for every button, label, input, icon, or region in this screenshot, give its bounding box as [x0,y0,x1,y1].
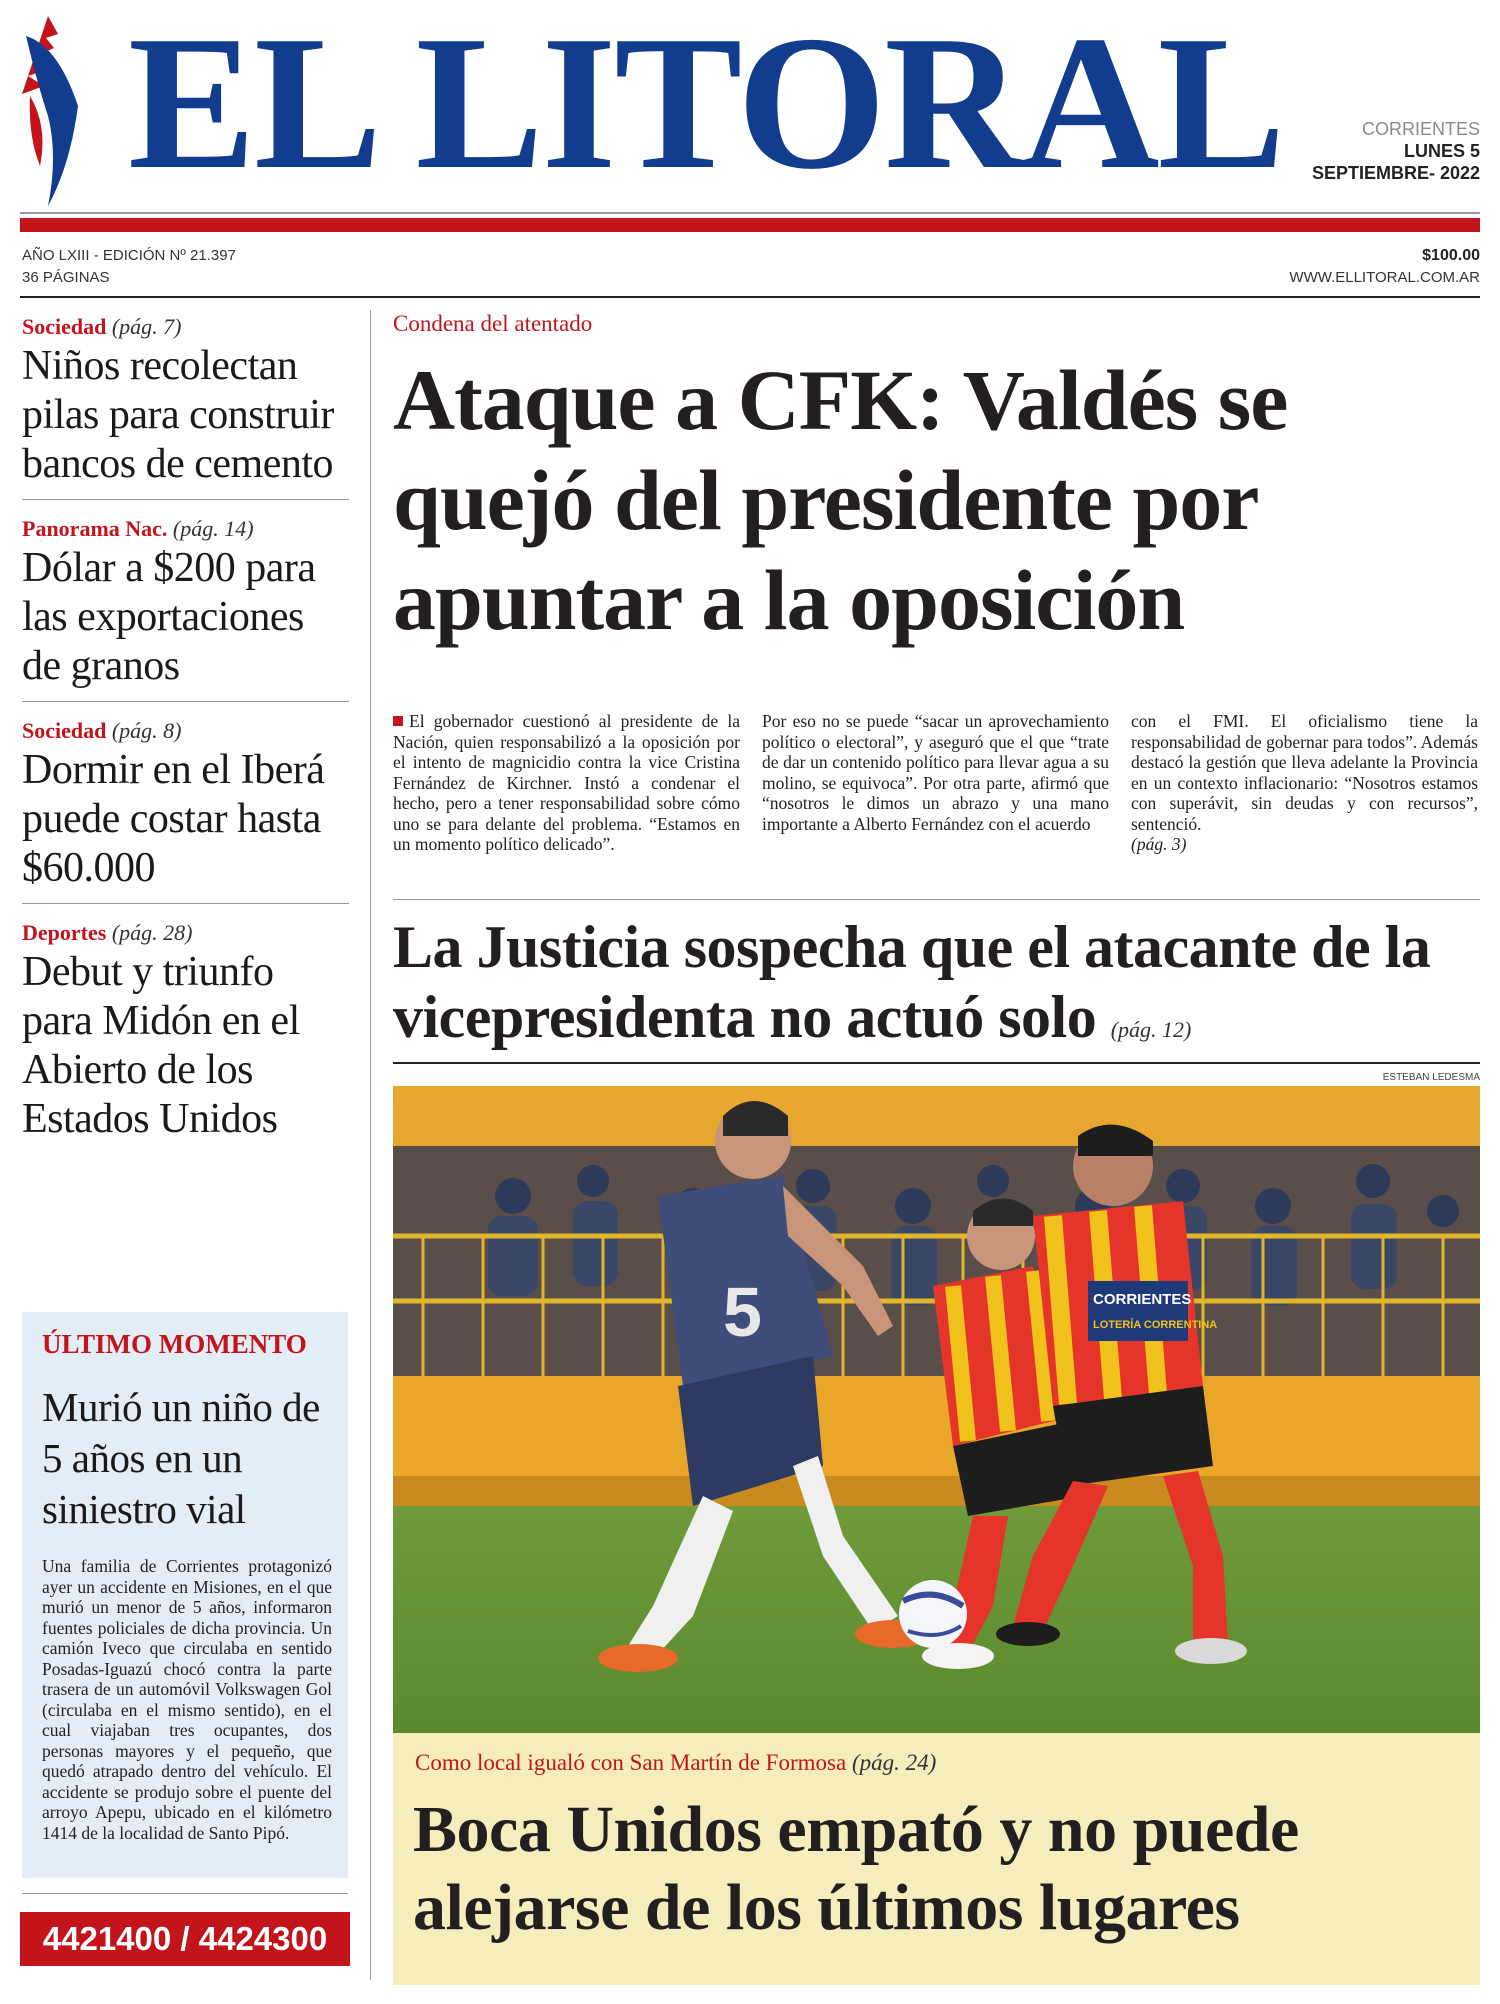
column-divider [370,310,371,1980]
brief-kicker [22,514,349,544]
lead-body-text-3: con el FMI. El oficialismo tiene la responsabilidad de gobernar para todos”. Además destacó la gestión que lleva adelante la Provincia en un contexto inflacionario: “Nosotros estamos con superávit, sin deudas y con recursos”, sentenció. [1131,711,1478,834]
edition-city: CORRIENTES [1361,119,1480,139]
brief-headline[interactable]: Dormir en el Iberá puede costar hasta $60.000 [22,747,325,891]
photo-illustration [393,1086,1480,1733]
brief-headline[interactable]: Debut y triunfo para Midón en el Abierto de los Estados Unidos [22,949,300,1142]
phone-banner: 4421400 / 4424300 [20,1912,350,1966]
second-page-ref: (pág. 12) [1110,1017,1192,1042]
lead-body-col-2: Por eso no se puede “sacar un aprovechamiento político o electoral”, y aseguró que el que “trate de dar un contenido político para llevar agua a su molino, se equivoca”. Por otra parte, afirmó que “nosotros le dimos un abrazo y una mano importante a Alberto Fernández con el acuerdo [762,711,1109,834]
football-ball-icon [899,1580,967,1648]
brief-kicker [22,312,349,342]
brief-page: (pág. 28) [111,920,193,945]
brief-item[interactable] [22,510,349,702]
second-headline-block[interactable] [393,912,1483,1065]
football-match-photo[interactable] [393,1086,1480,1733]
lead-headline[interactable]: Ataque a CFK: Valdés se quejó del presidente por apuntar a la oposición [393,352,1288,648]
brief-kicker [22,918,349,948]
jersey-sponsor-2: LOTERÍA CORRENTINA [1093,1319,1218,1331]
brief-headline[interactable]: Dólar a $200 para las exportaciones de granos [22,545,316,689]
brief-headline[interactable]: Niños recolectan pilas para construir bancos de cemento [22,343,334,487]
brief-page: (pág. 8) [111,718,182,743]
masthead-rule [20,212,1480,214]
price: $100.00 [1422,247,1480,264]
photo-rule [393,1062,1480,1064]
lead-body-col-1 [393,711,740,855]
brief-section: Sociedad [22,718,107,743]
phone-rule [22,1893,348,1894]
website-link[interactable]: WWW.ELLITORAL.COM.AR [1289,269,1480,286]
jersey-sponsor-1: CORRIENTES [1093,1291,1192,1308]
body-rule [393,899,1480,900]
sports-kicker [415,1749,936,1777]
edition-date: SEPTIEMBRE- 2022 [1311,163,1480,183]
brief-item[interactable] [22,914,349,1154]
sidebar-briefs [22,308,349,1164]
edition-day: LUNES 5 [1403,141,1480,161]
breaking-news-label: ÚLTIMO MOMENTO [42,1329,307,1359]
meta-rule [20,296,1480,298]
brief-item[interactable] [22,712,349,904]
photo-credit: ESTEBAN LEDESMA [1382,1072,1480,1083]
lead-body-col-3 [1131,711,1478,855]
lead-page-ref: (pág. 3) [1131,834,1187,854]
rooster-logo-icon [18,16,88,206]
bullet-square-icon [393,716,403,726]
page-count: 36 PÁGINAS [22,269,110,286]
brief-page: (pág. 14) [172,516,254,541]
sports-headline[interactable]: Boca Unidos empató y no puede alejarse de los últimos lugares [413,1793,1299,1944]
sports-page-ref: (pág. 24) [851,1750,937,1775]
second-headline[interactable]: La Justicia sospecha que el atacante de la vicepresidenta no actuó solo [393,914,1431,1050]
lead-body-text-1: El gobernador cuestionó al presidente de la Nación, quien responsabilizó a la oposición por el intento de magnicidio contra la vice Cristina Fernández de Kirchner. Instó a condenar el hecho, pero a tener responsabilidad sobre cómo uno se para delante del problema. “Estamos en un momento político delicado”. [393,711,740,854]
brief-section: Deportes [22,920,107,945]
brief-item[interactable] [22,308,349,500]
masthead-red-band [20,218,1480,232]
sports-feature-box[interactable] [393,1733,1480,1985]
breaking-news-box[interactable] [22,1312,348,1878]
brief-section: Sociedad [22,314,107,339]
breaking-news-headline[interactable]: Murió un niño de 5 años en un siniestro vial [42,1384,320,1532]
player-number: 5 [723,1273,762,1351]
brief-section: Panorama Nac. [22,516,168,541]
edition-number: AÑO LXIII - EDICIÓN Nº 21.397 [22,247,236,264]
newspaper-logo-emblem [18,16,88,206]
masthead-title: EL LITORAL [128,0,1284,209]
lead-kicker: Condena del atentado [393,311,593,336]
breaking-news-body: Una familia de Corrientes protagonizó ayer un accidente en Misiones, en el que murió un menor de 5 años, informaron fuentes policiales de dicha provincia. Un camión Iveco que circulaba en sentido Posadas-Iguazú chocó contra la parte trasera de un automóvil Volkswagen Gol (circulaba en el mismo sentido), en el cual viajaban tres ocupantes, dos personas mayores y el pequeño, que quedó atrapado dentro del vehículo. El accidente se produjo sobre el puente del arroyo Apepu, ubicado en el kilómetro 1414 de la localidad de Santo Pipó. [42,1556,332,1843]
brief-page: (pág. 7) [111,314,182,339]
sports-kicker-text: Como local igualó con San Martín de Formosa [415,1750,847,1775]
brief-kicker [22,716,349,746]
